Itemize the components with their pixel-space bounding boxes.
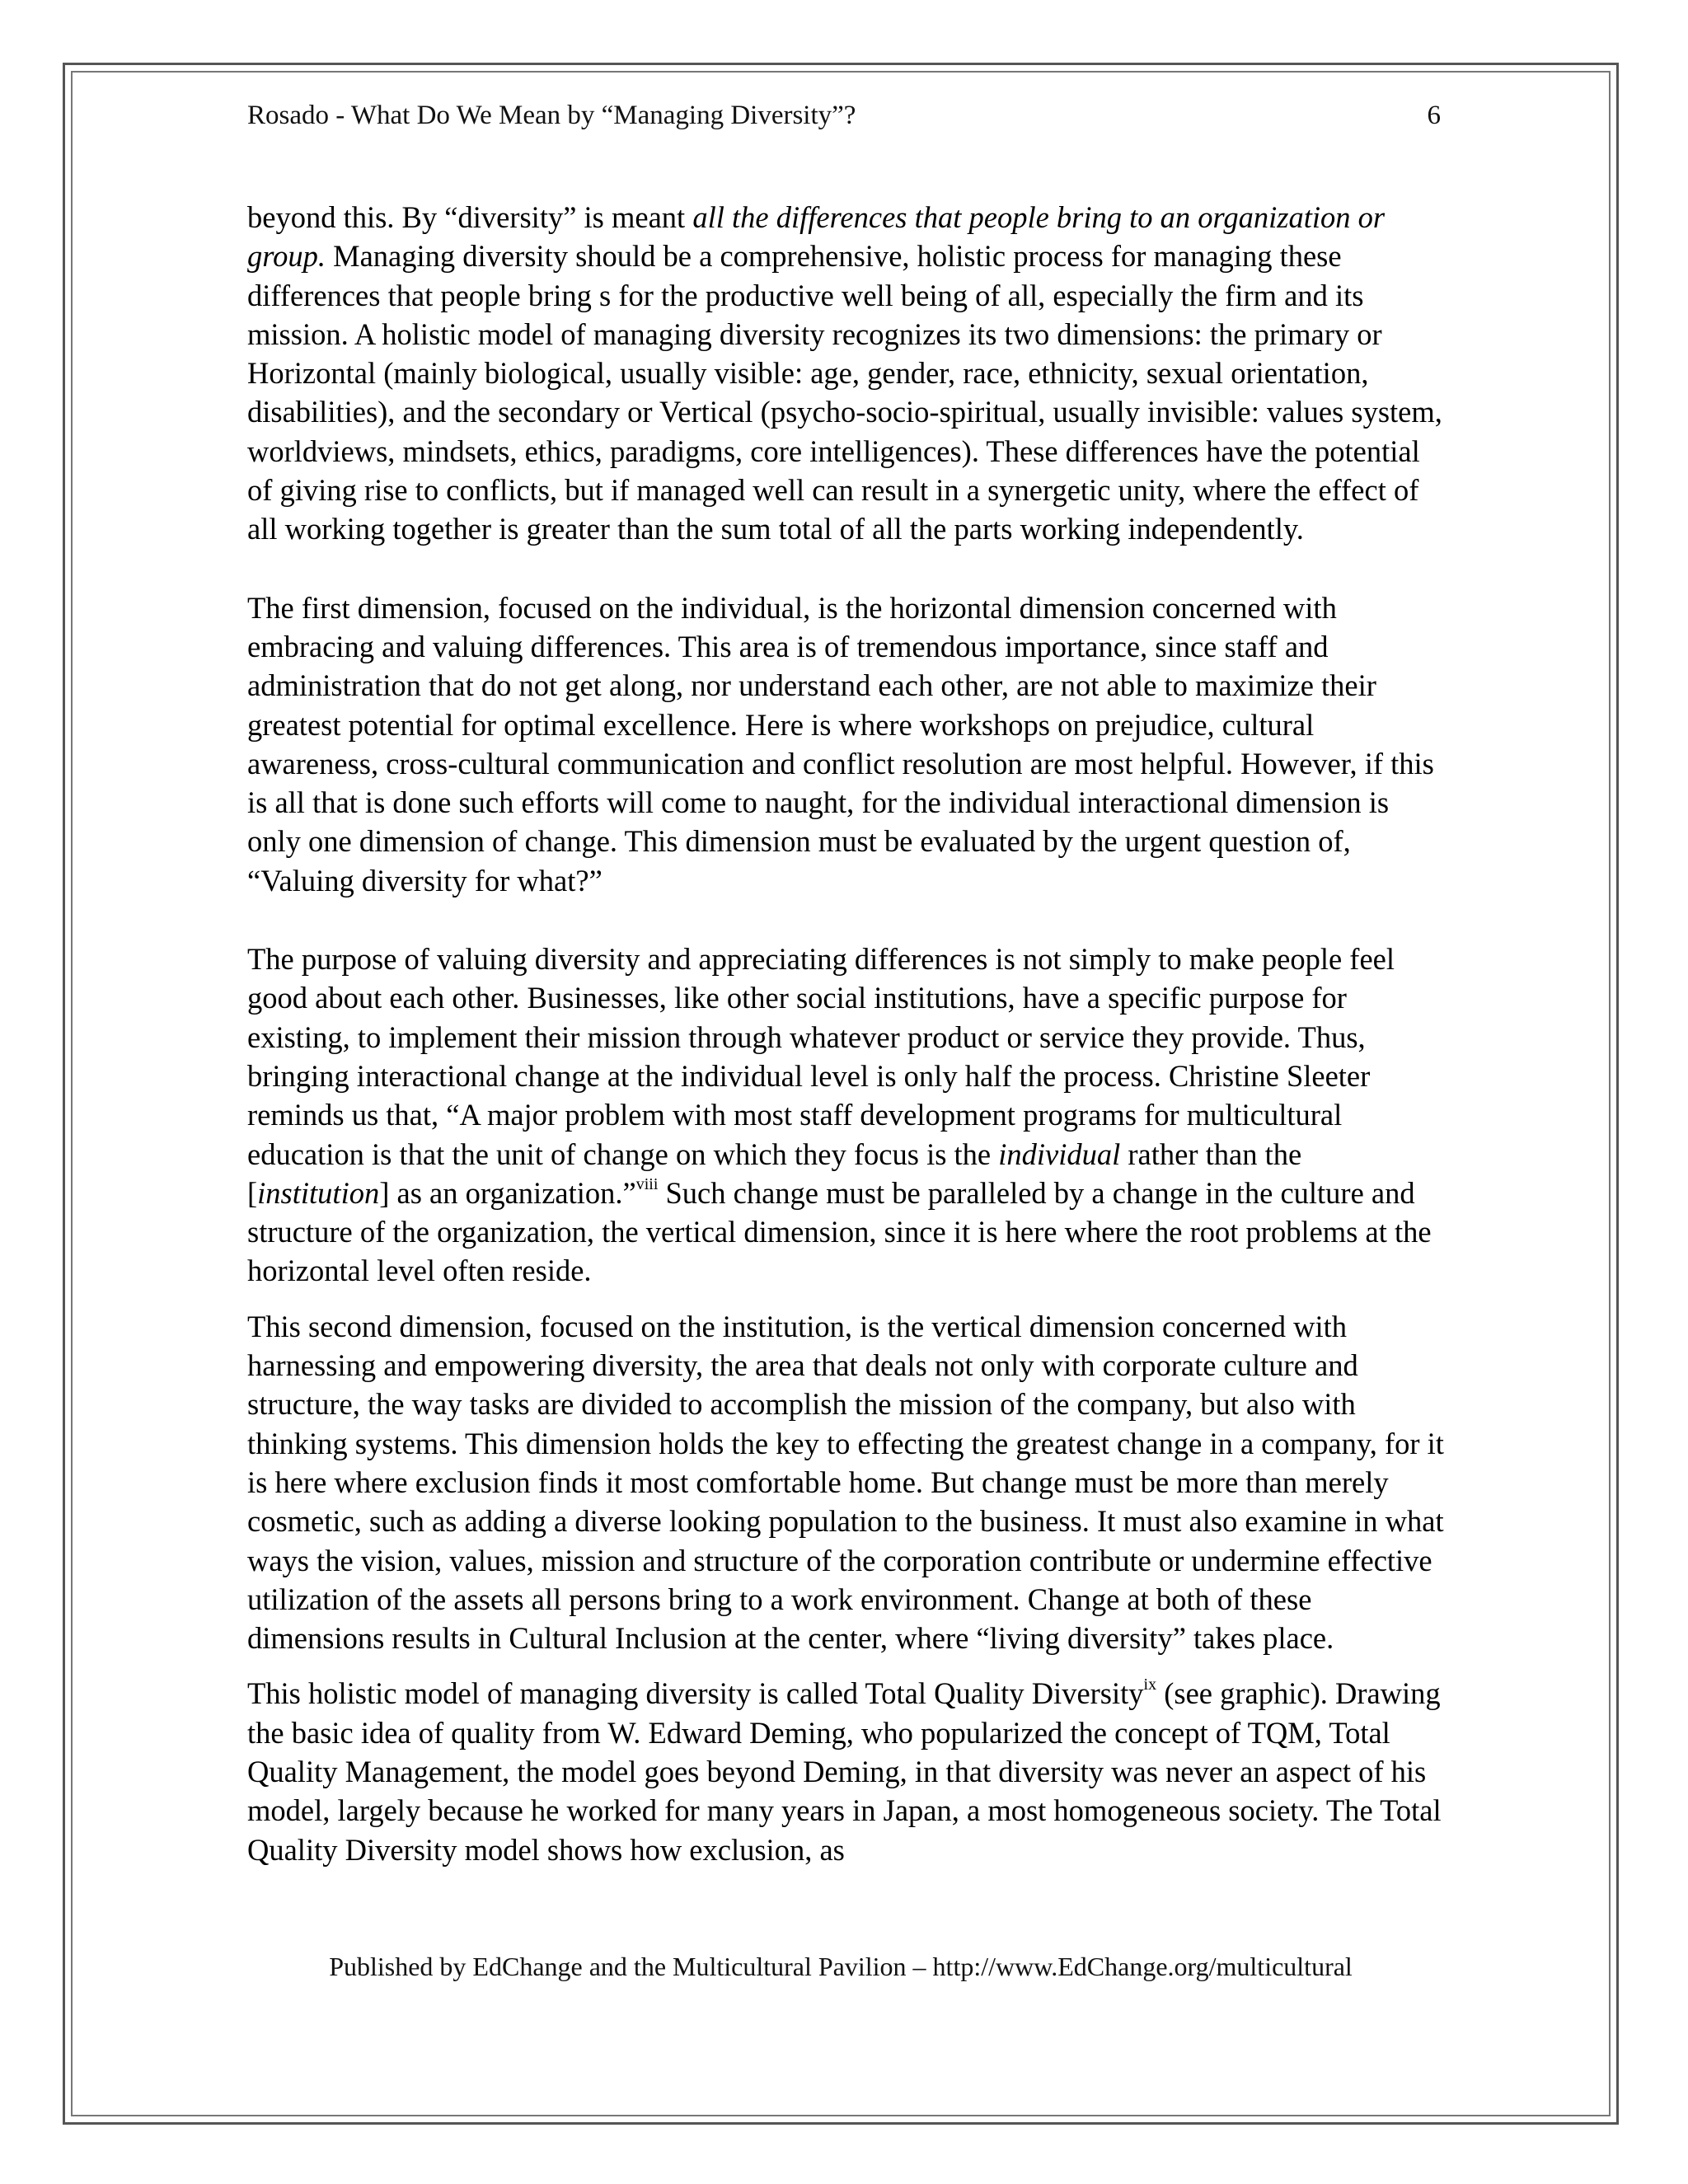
paragraph-3-text-b: rather than the [ — [247, 1137, 1302, 1210]
footnote-marker-viii: viii — [635, 1174, 659, 1193]
running-header — [247, 101, 1441, 137]
page-number: 6 — [1427, 101, 1441, 130]
paragraph-1-text-b: Managing diversity should be a comprehensive, holistic process for managing these differences that people bring s for the productive well being of all, especially the firm and its mission. A holistic model of managing diversity recognizes its two dimensions: the primary or Horizontal (mainly biological, usually visible: age, gender, race, ethnicity, sexual orientation, disabilities), and the secondary or Vertical (psycho-socio-spiritual, usually invisible: values system, worldviews, mindsets, ethics, paradigms, core intelligences). These differences have the potential of giving rise to conflicts, but if managed well can result in a synergetic unity, where the effect of all working together is greater than the sum total of all the parts working independently. — [247, 239, 1442, 546]
footnote-marker-ix: ix — [1143, 1675, 1157, 1694]
document-body — [247, 198, 1447, 1869]
paragraph-1-text-a: beyond this. By “diversity” is meant — [247, 200, 693, 234]
paragraph-5-text-a: This holistic model of managing diversity is called Total Quality Diversity — [247, 1676, 1144, 1711]
paragraph-5 — [247, 1674, 1447, 1868]
paragraph-3 — [247, 940, 1447, 1291]
page-footer: Published by EdChange and the Multicultural Pavilion – http://www.EdChange.org/multicultural — [329, 1952, 1353, 1981]
paragraph-3-italic-individual: individual — [998, 1137, 1121, 1171]
paragraph-4: This second dimension, focused on the institution, is the vertical dimension concerned with harnessing and empowering diversity, the area that deals not only with corporate culture and structure, the way tasks are divided to accomplish the mission of the company, but also with thinking systems. This dimension holds the key to effecting the greatest change in a company, for it is here where exclusion finds it most comfortable home. But change must be more than merely cosmetic, such as adding a diverse looking population to the business. It must also examine in what ways the vision, values, mission and structure of the corporation contribute or undermine effective utilization of the assets all persons bring to a work environment. Change at both of these dimensions results in Cultural Inclusion at the center, where “living diversity” takes place. — [247, 1309, 1444, 1656]
paragraph-1-italic-definition: all the differences that people bring to an organization or group. — [247, 200, 1386, 274]
paragraph-3-text-d: Such change must be paralleled by a change in the culture and structure of the organization, the vertical dimension, since it is here where the root problems at the horizontal level often reside. — [247, 1175, 1432, 1288]
paragraph-2: The first dimension, focused on the individual, is the horizontal dimension concerned with embracing and valuing differences. This area is of tremendous importance, since staff and administration that do not get along, nor understand each other, are not able to maximize their greatest potential for optimal excellence. Here is where workshops on prejudice, cultural awareness, cross-cultural communication and conflict resolution are most helpful. However, if this is all that is done such efforts will come to naught, for the individual interactional dimension is only one dimension of change. This dimension must be evaluated by the urgent question of, “Valuing diversity for what?” — [247, 590, 1434, 898]
paragraph-3-text-c: ] as an organization.” — [379, 1175, 636, 1210]
paragraph-5-text-b: (see graphic). Drawing the basic idea of quality from W. Edward Deming, who popularized the concept of TQM, Total Quality Management, the model goes beyond Deming, in that diversity was never an aspect of his model, largely because he worked for many years in Japan, a most homogeneous society. The Total Quality Diversity model shows how exclusion, as — [247, 1676, 1442, 1867]
header-title: Rosado - What Do We Mean by “Managing Diversity”? — [247, 101, 856, 130]
paragraph-3-text-a: The purpose of valuing diversity and appreciating differences is not simply to make people feel good about each other. Businesses, like other social institutions, have a specific purpose for existing, to implement their mission through whatever product or service they provide. Thus, bringing interactional change at the individual level is only half the process. Christine Sleeter reminds us that, “A major problem with most staff development programs for multicultural education is that the unit of change on which they focus is the — [247, 942, 1395, 1171]
paragraph-3-italic-institution: institution — [257, 1175, 380, 1210]
paragraph-1 — [247, 198, 1447, 549]
